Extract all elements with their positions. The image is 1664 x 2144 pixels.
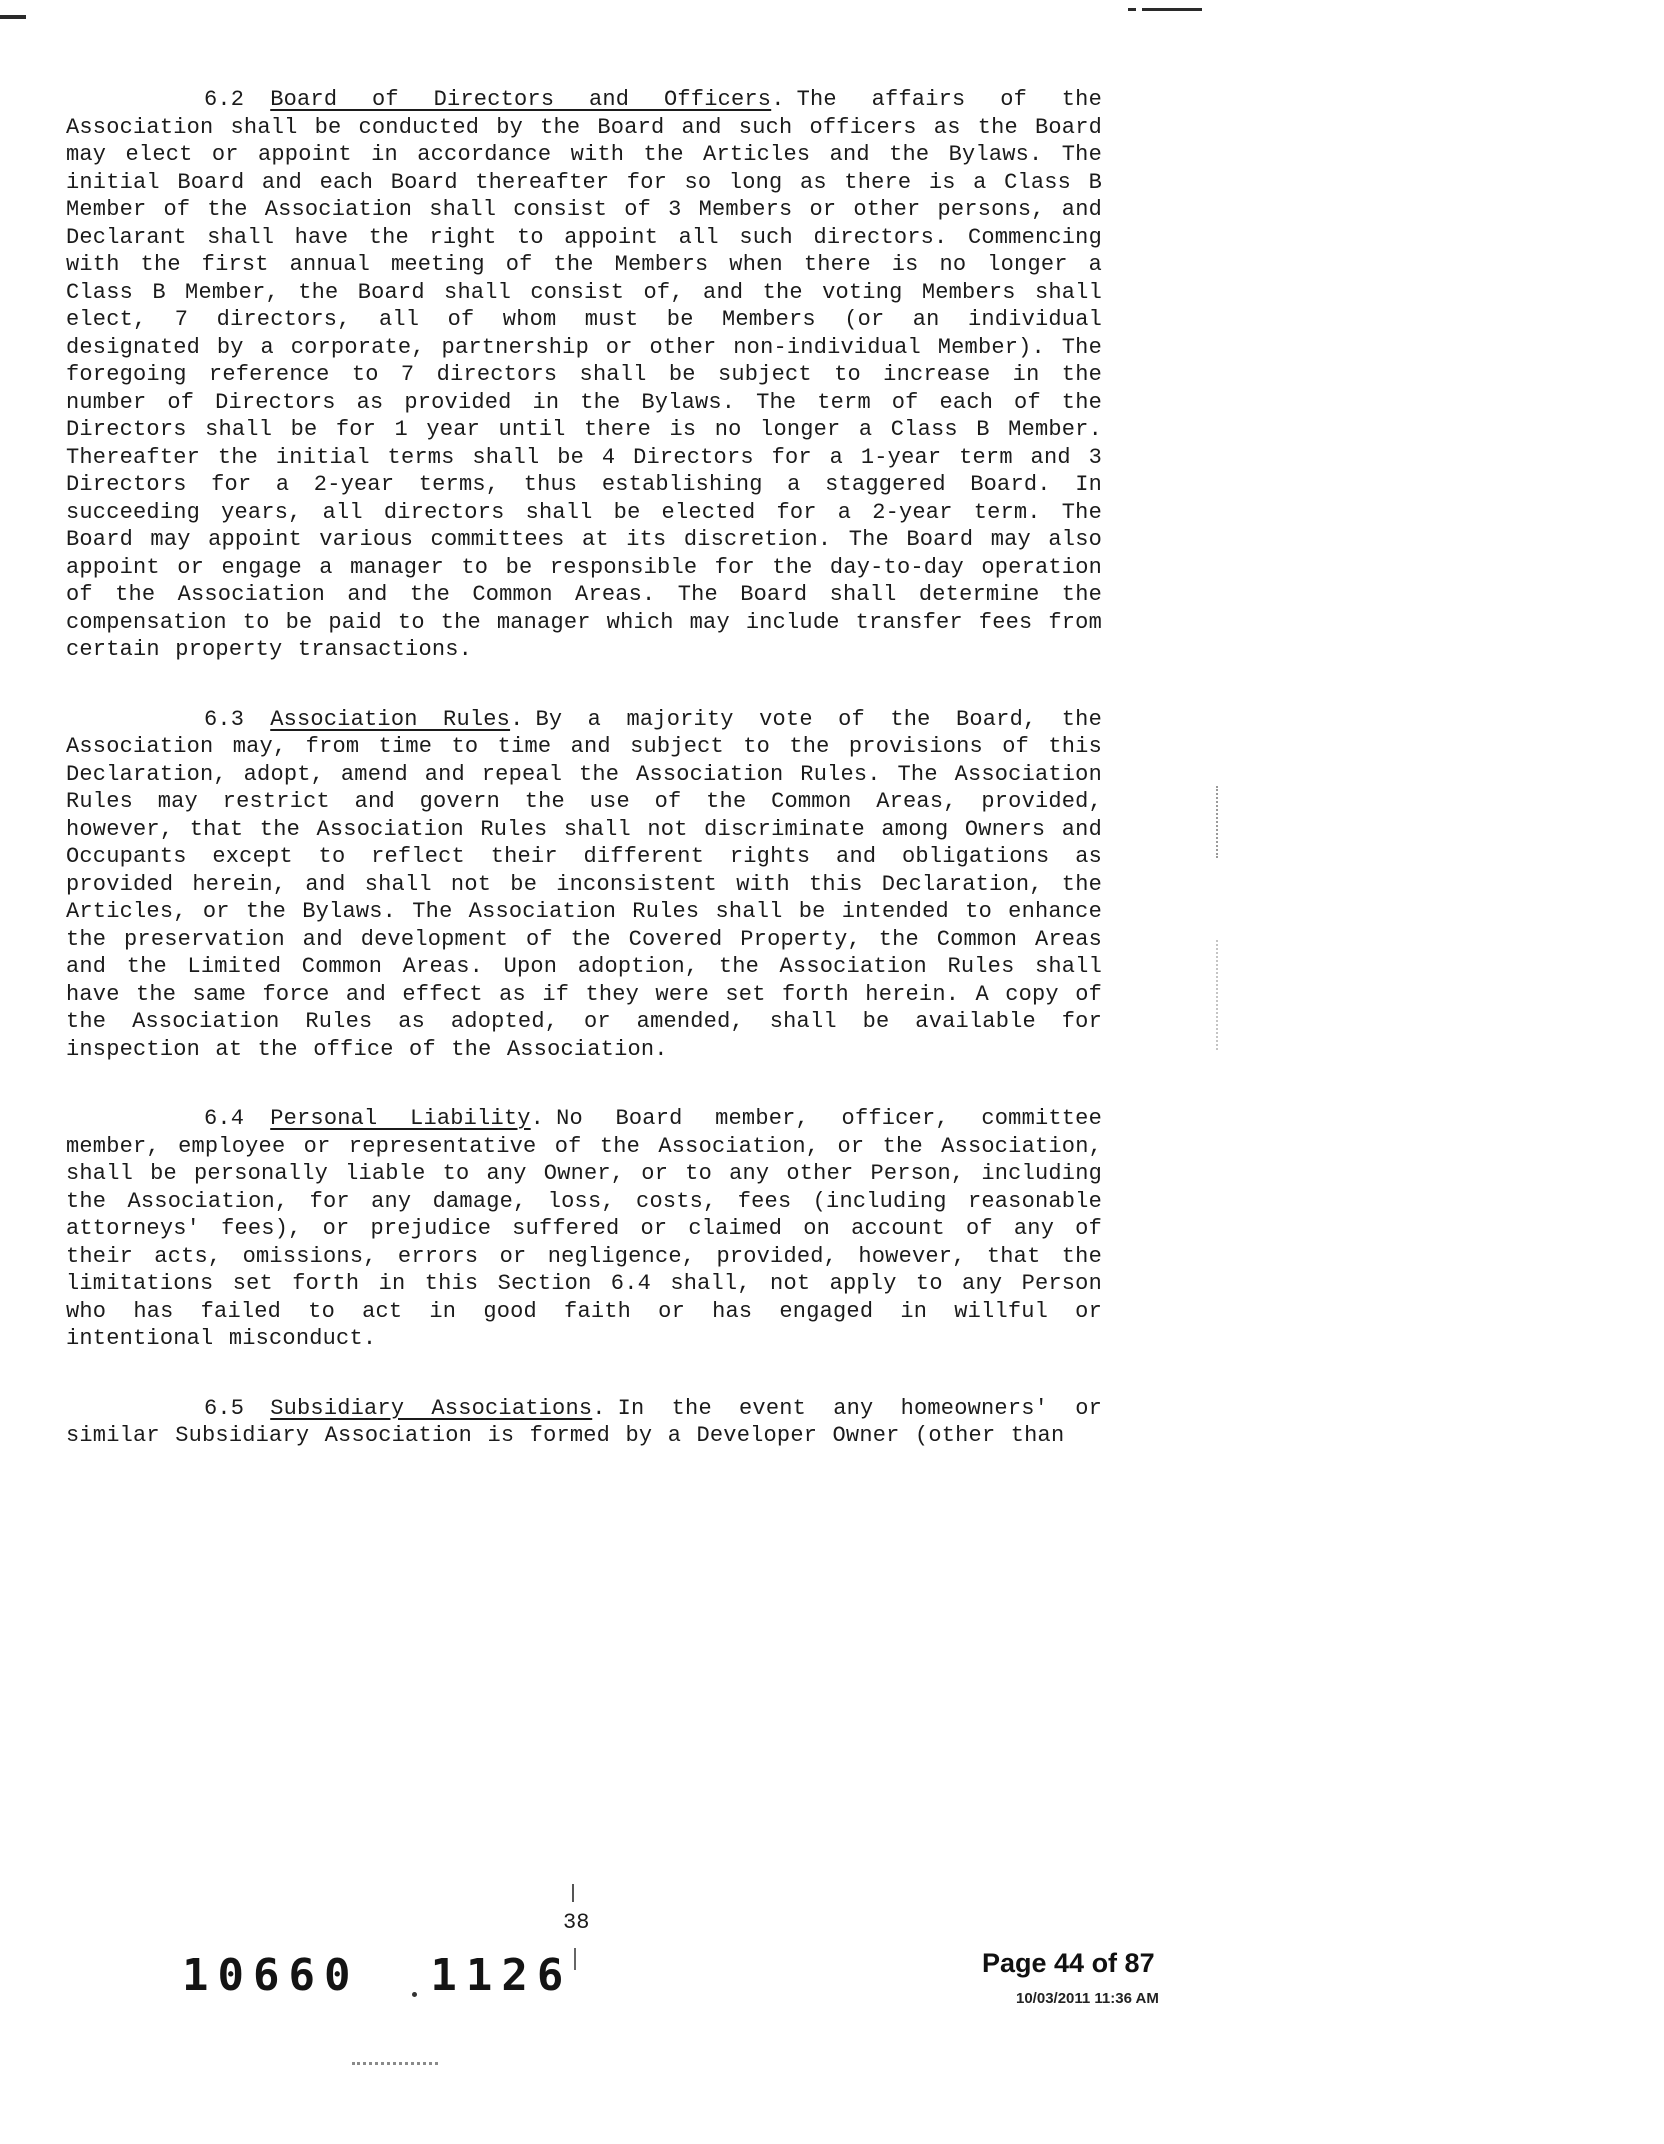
section-6-4-paragraph: [66, 1105, 1102, 1353]
section-6-3-paragraph: [66, 706, 1102, 1064]
scan-artifact-dotted-line: [1216, 786, 1218, 858]
scan-timestamp: 10/03/2011 11:36 AM: [1016, 1990, 1159, 2007]
document-body: [66, 86, 1102, 1450]
page-count-label: Page 44 of 87: [982, 1948, 1155, 1978]
section-6-2-paragraph: [66, 86, 1102, 664]
section-number: 6.2: [204, 87, 245, 112]
section-number: 6.4: [204, 1106, 245, 1131]
scan-artifact-tick: [572, 1884, 574, 1902]
section-heading: Board of Directors and Officers: [270, 87, 772, 112]
section-number: 6.5: [204, 1395, 245, 1421]
scan-artifact-dash-top-left: [0, 15, 26, 19]
scan-artifact-tick: [574, 1948, 576, 1970]
heading-period: .: [771, 87, 785, 112]
section-body-text: In the event any homeowners' or similar Subsidiary Association is formed by a Developer Owner (other than: [66, 1395, 1103, 1448]
heading-period: .: [592, 1395, 606, 1421]
section-number: 6.3: [204, 706, 245, 732]
section-6-5-paragraph: [66, 1395, 1102, 1450]
heading-period: .: [530, 1106, 545, 1131]
section-heading: Association Rules: [270, 706, 511, 732]
recording-stamp: 10660 1126: [182, 1950, 573, 2001]
section-body-text: No Board member, officer, committee member, employee or representative of the Association, or the Association, shall be personally liable to any Owner, or to any other Person, including the Association, for any damage, loss, costs, fees (including reasonable attorneys' fees), or prejudice suffered or claimed on account of any of their acts, omissions, errors or negligence, provided, however, that the limitations set forth in this Section 6.4 shall, not apply to any Person who has failed to act in good faith or has engaged in willful or intentional misconduct.: [66, 1106, 1102, 1351]
section-heading: Personal Liability: [270, 1106, 531, 1131]
section-heading: Subsidiary Associations: [270, 1395, 593, 1421]
sheet-number: 38: [563, 1910, 590, 1935]
scan-artifact-dash-top-right: [1128, 8, 1136, 11]
scan-artifact-dotted-line: [1216, 940, 1218, 1050]
section-body-text: By a majority vote of the Board, the Association may, from time to time and subject to the provisions of this Declaration, adopt, amend and repeal the Association Rules. The Association Rules may restrict and govern the use of the Common Areas, provided, however, that the Association Rules shall not discriminate among Owners and Occupants except to reflect their different rights and obligations as provided herein, and shall not be inconsistent with this Declaration, the Articles, or the Bylaws. The Association Rules shall be intended to enhance the preservation and development of the Covered Property, the Common Areas and the Limited Common Areas. Upon adoption, the Association Rules shall have the same force and effect as if they were set forth herein. A copy of the Association Rules as adopted, or amended, shall be available for inspection at the office of the Association.: [66, 706, 1102, 1062]
section-body-text: The affairs of the Association shall be conducted by the Board and such officers as the Board may elect or appoint in accordance with the Articles and the Bylaws. The initial Board and each Board thereafter for so long as there is a Class B Member of the Association shall consist of 3 Members or other persons, and Declarant shall have the right to appoint all such directors. Commencing with the first annual meeting of the Members when there is no longer a Class B Member, the Board shall consist of, and the voting Members shall elect, 7 directors, all of whom must be Members (or an individual designated by a corporate, partnership or other non-individual Member). The foregoing reference to 7 directors shall be subject to increase in the number of Directors as provided in the Bylaws. The term of each of the Directors shall be for 1 year until there is no longer a Class B Member. Thereafter the initial terms shall be 4 Directors for a 1-year term and 3 Directors for a 2-year terms, thus establishing a staggered Board. In succeeding years, all directors shall be elected for a 2-year term. The Board may appoint various committees at its discretion. The Board may also appoint or engage a manager to be responsible for the day-to-day operation of the Association and the Common Areas. The Board shall determine the compensation to be paid to the manager which may include transfer fees from certain property transactions.: [66, 87, 1102, 662]
scan-artifact-dots: [352, 2062, 438, 2065]
scan-artifact-dash-top-right: [1142, 8, 1202, 11]
heading-period: .: [510, 706, 524, 732]
